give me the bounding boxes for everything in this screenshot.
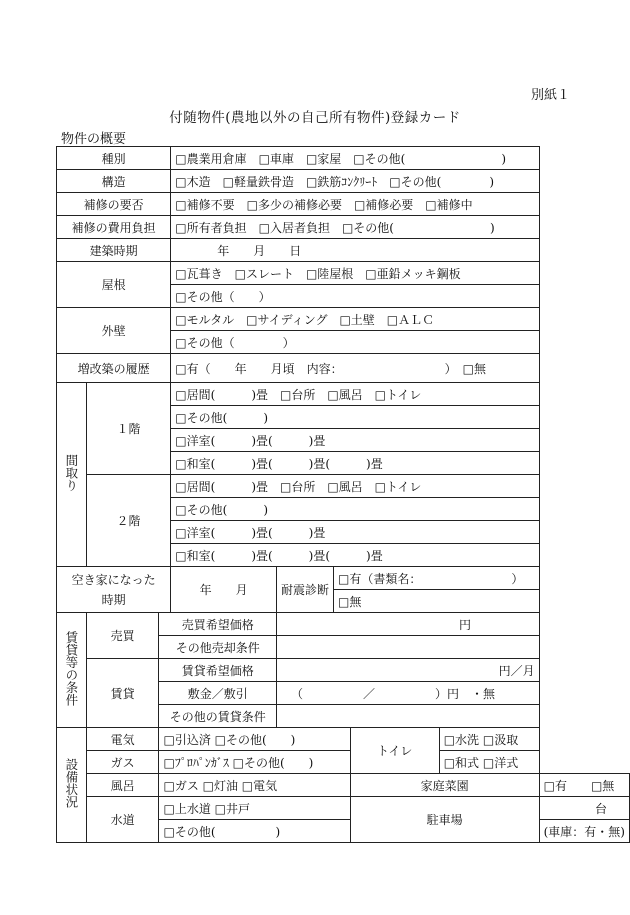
- equipment-label: 設備状況: [57, 728, 87, 843]
- rent-other-label: その他の賃貸条件: [159, 705, 276, 728]
- floor1-line3[interactable]: □洋室( )畳( )畳: [171, 429, 539, 452]
- vacancy-date-field[interactable]: 年 月: [171, 567, 277, 613]
- deposit-field[interactable]: （ ／ ）円 ・無: [276, 682, 539, 705]
- electric-options[interactable]: □引込済 □その他( ): [159, 728, 350, 751]
- repair-need-options[interactable]: □補修不要 □多少の補修必要 □補修必要 □補修中: [171, 193, 539, 216]
- repair-cost-label: 補修の費用負担: [57, 216, 171, 239]
- rent-other-field[interactable]: [276, 705, 539, 728]
- renovation-options[interactable]: □有（ 年 月頃 内容： ） □無: [171, 354, 539, 383]
- parking-label: 駐車場: [350, 797, 539, 843]
- floor1-line1[interactable]: □居間( )畳 □台所 □風呂 □トイレ: [171, 383, 539, 406]
- sale-other-label: その他売却条件: [159, 636, 276, 659]
- sale-price-label: 売買希望価格: [159, 613, 276, 636]
- deposit-label: 敷金／敷引: [159, 682, 276, 705]
- floor2-line1[interactable]: □居間( )畳 □台所 □風呂 □トイレ: [171, 475, 539, 498]
- type-label: 種別: [57, 147, 171, 170]
- rent-price-label: 賃貸希望価格: [159, 659, 276, 682]
- wall-options-line2[interactable]: □その他（ ）: [171, 331, 539, 354]
- registration-form-table: [56, 146, 630, 843]
- repair-need-label: 補修の要否: [57, 193, 171, 216]
- rent-label: 賃貸: [86, 659, 159, 728]
- floor2-line3[interactable]: □洋室( )畳( )畳: [171, 521, 539, 544]
- attachment-label: 別紙１: [530, 88, 570, 103]
- toilet-label: トイレ: [350, 728, 439, 774]
- built-date-label: 建築時期: [57, 239, 171, 262]
- vacancy-label: 空き家になった 時期: [57, 567, 171, 613]
- garden-label: 家庭菜園: [350, 774, 539, 797]
- floor1-line4[interactable]: □和室( )畳( )畳( )畳: [171, 452, 539, 475]
- built-date-field[interactable]: 年 月 日: [171, 239, 539, 262]
- parking-count-field[interactable]: 台: [539, 797, 629, 820]
- water-options-line1[interactable]: □上水道 □井戸: [159, 797, 350, 820]
- gas-label: ガス: [86, 751, 159, 774]
- structure-label: 構造: [57, 170, 171, 193]
- bath-label: 風呂: [86, 774, 159, 797]
- gas-options[interactable]: □ﾌﾟﾛﾊﾟﾝｶﾞｽ □その他( ): [159, 751, 350, 774]
- toilet-options-line2[interactable]: □和式 □洋式: [439, 751, 539, 774]
- structure-options[interactable]: □木造 □軽量鉄骨造 □鉄筋ｺﾝｸﾘｰﾄ □その他( ): [171, 170, 539, 193]
- floor2-line2[interactable]: □その他( ): [171, 498, 539, 521]
- type-options[interactable]: □農業用倉庫 □車庫 □家屋 □その他( ): [171, 147, 539, 170]
- toilet-options-line1[interactable]: □水洗 □汲取: [439, 728, 539, 751]
- quake-line1[interactable]: □有（書類名： ）: [333, 567, 539, 590]
- wall-options-line1[interactable]: □モルタル □サイディング □土壁 □ＡＬＣ: [171, 308, 539, 331]
- sale-label: 売買: [86, 613, 159, 659]
- water-label: 水道: [86, 797, 159, 843]
- roof-options-line1[interactable]: □瓦葺き □スレート □陸屋根 □亜鉛メッキ鋼板: [171, 262, 539, 285]
- renovation-label: 増改築の履歴: [57, 354, 171, 383]
- garden-options[interactable]: □有 □無: [539, 774, 629, 797]
- electric-label: 電気: [86, 728, 159, 751]
- parking-garage-options[interactable]: (車庫：有・無): [539, 820, 629, 843]
- terms-label: 賃貸等の条件: [57, 613, 87, 728]
- sale-price-field[interactable]: 円: [276, 613, 539, 636]
- sale-other-field[interactable]: [276, 636, 539, 659]
- wall-label: 外壁: [57, 308, 171, 354]
- bath-options[interactable]: □ガス □灯油 □電気: [159, 774, 350, 797]
- rent-price-field[interactable]: 円／月: [276, 659, 539, 682]
- roof-label: 屋根: [57, 262, 171, 308]
- floor1-label: １階: [86, 383, 171, 475]
- section-heading: 物件の概要: [61, 132, 127, 147]
- water-options-line2[interactable]: □その他( ): [159, 820, 350, 843]
- floor2-label: ２階: [86, 475, 171, 567]
- floor-plan-label: 間取り: [57, 383, 87, 567]
- quake-label: 耐震診断: [276, 567, 333, 613]
- repair-cost-options[interactable]: □所有者負担 □入居者負担 □その他( ): [171, 216, 539, 239]
- floor2-line4[interactable]: □和室( )畳( )畳( )畳: [171, 544, 539, 567]
- floor1-line2[interactable]: □その他( ): [171, 406, 539, 429]
- roof-options-line2[interactable]: □その他（ ）: [171, 285, 539, 308]
- quake-line2[interactable]: □無: [333, 590, 539, 613]
- page-title: 付随物件(農地以外の自己所有物件)登録カード: [169, 110, 461, 126]
